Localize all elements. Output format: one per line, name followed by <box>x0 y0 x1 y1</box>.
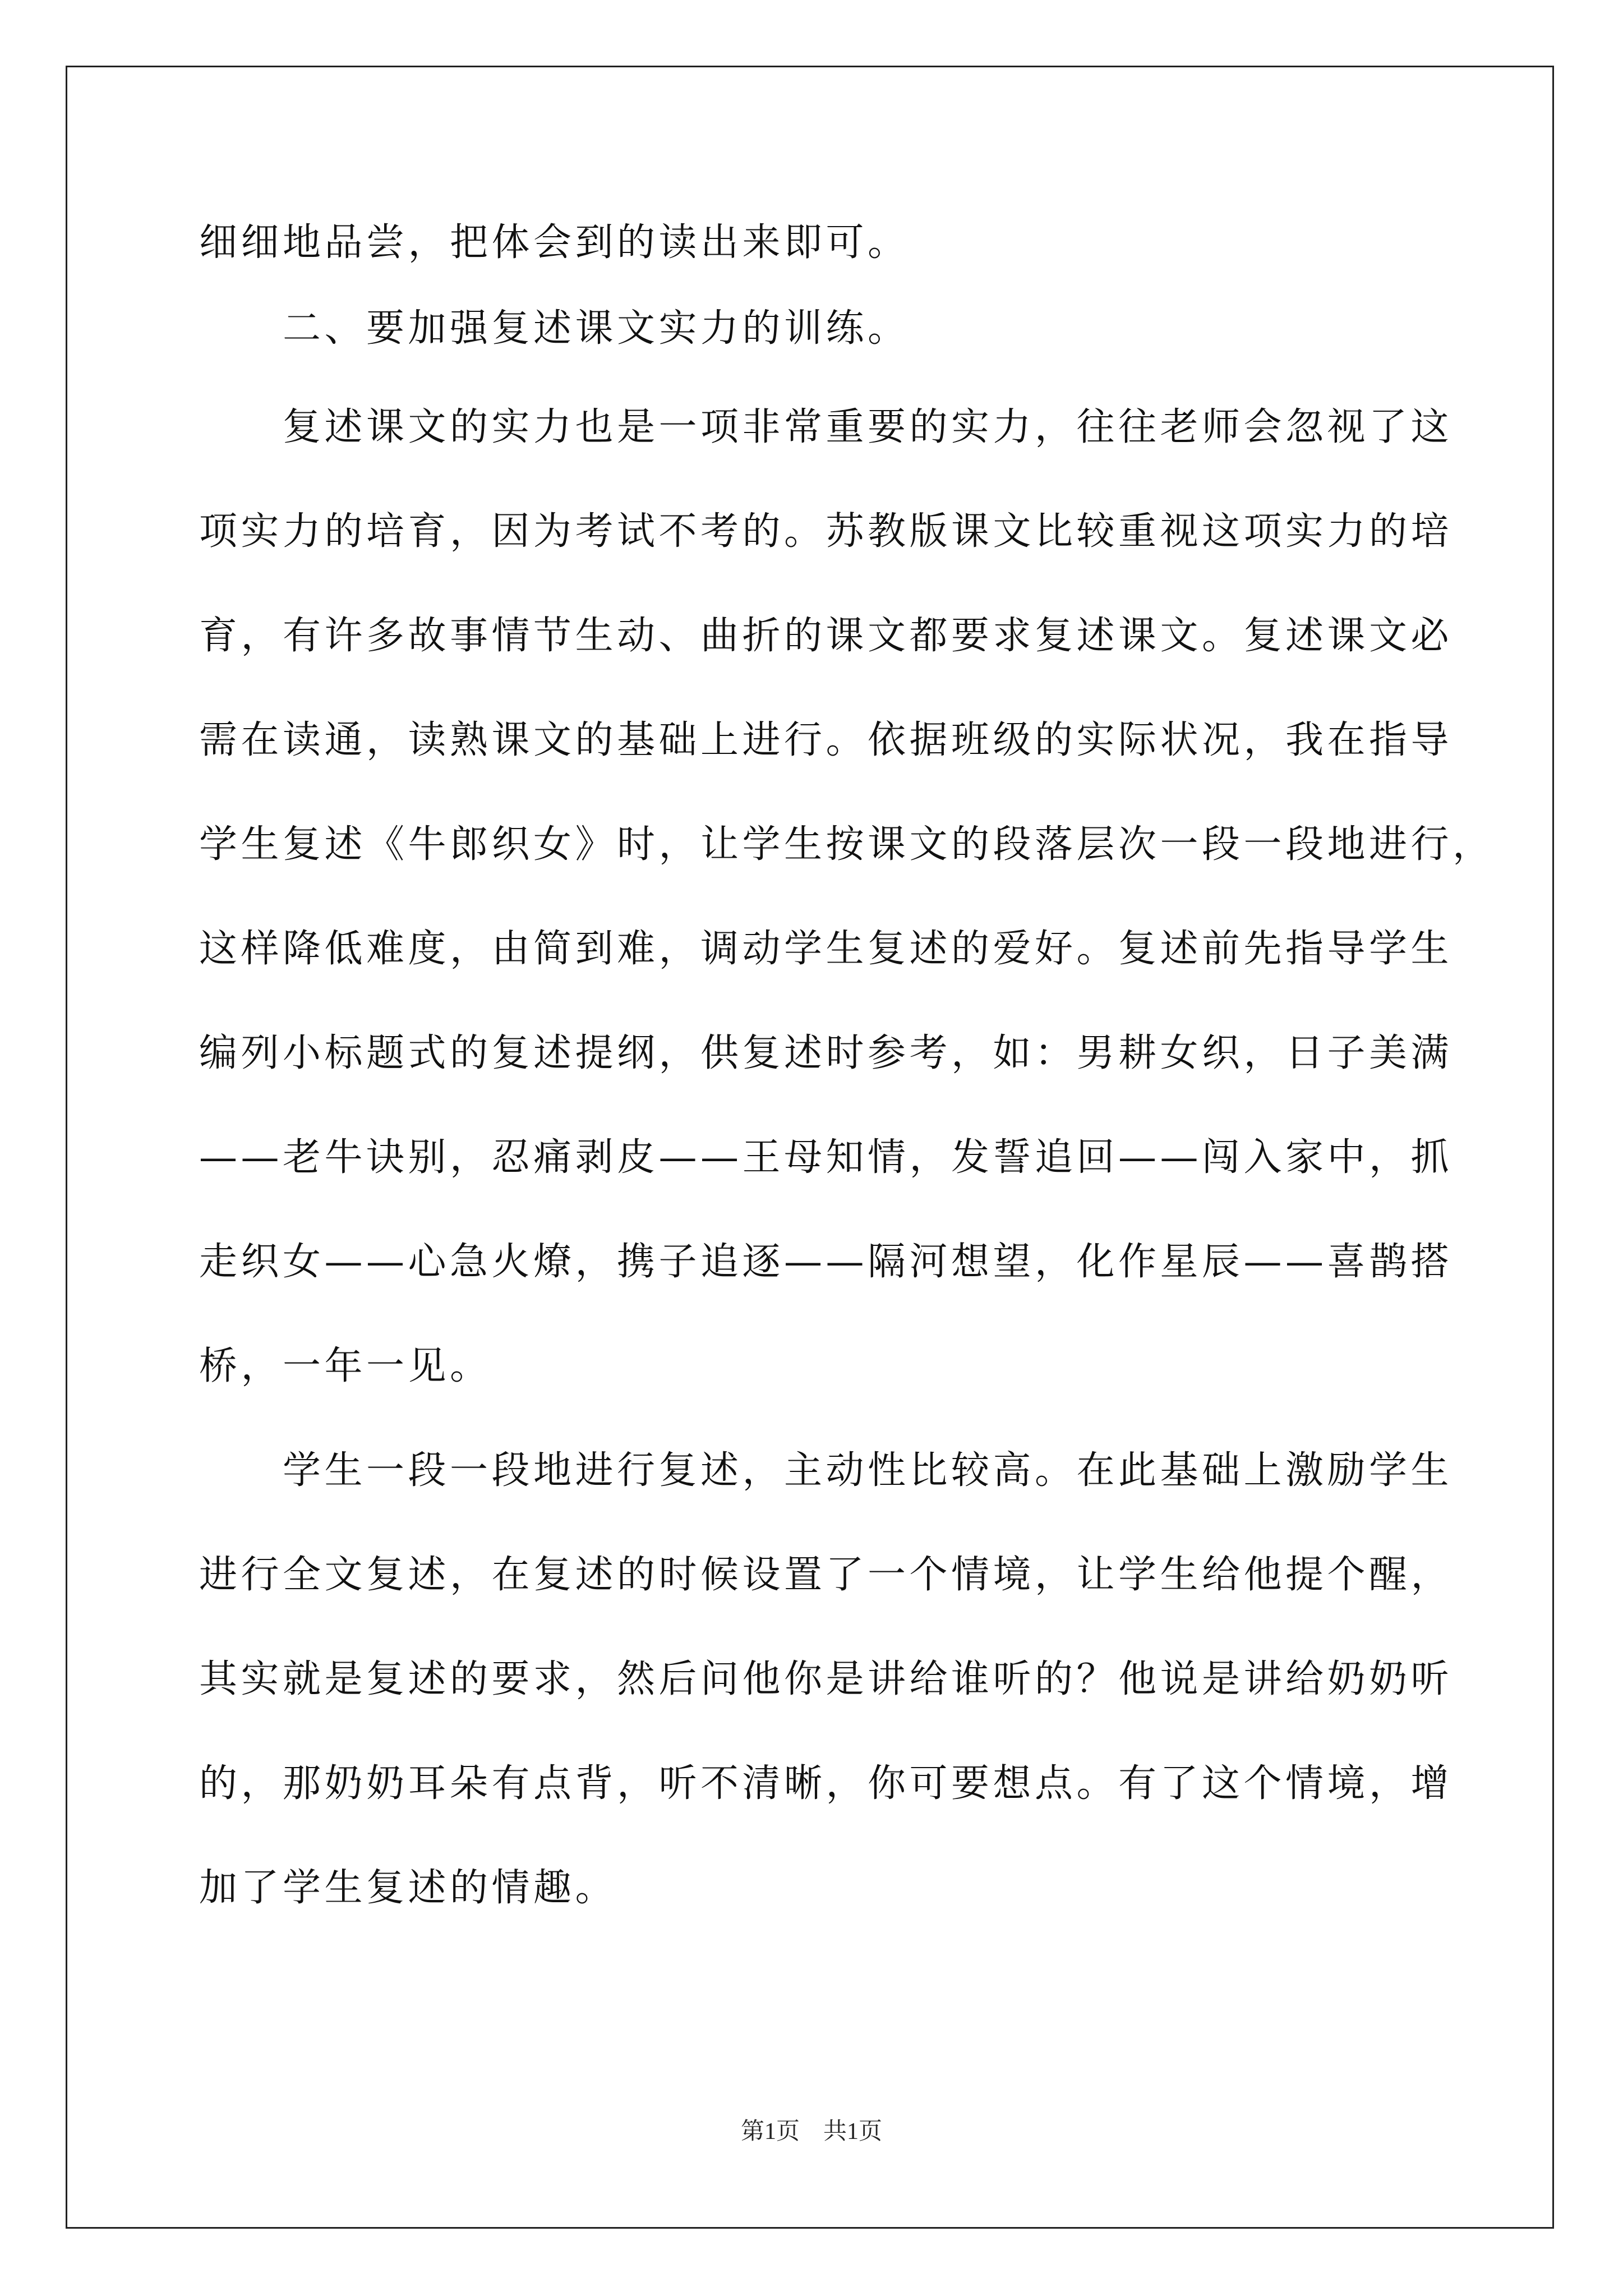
text-line: 桥，一年一见。 <box>199 1344 492 1388</box>
text-line: 育，有许多故事情节生动、曲折的课文都要求复述课文。复述课文必 <box>199 614 1453 658</box>
section-heading: 二、要加强复述课文实力的训练。 <box>199 306 910 351</box>
text-line: 编列小标题式的复述提纲，供复述时参考，如：男耕女织，日子美满 <box>199 1031 1453 1075</box>
text-line: 进行全文复述，在复述的时候设置了一个情境，让学生给他提个醒， <box>199 1553 1453 1597</box>
text-line: 走织女——心急火燎，携子追逐——隔河想望，化作星辰——喜鹊搭 <box>199 1240 1453 1284</box>
text-line: 学生复述《牛郎织女》时，让学生按课文的段落层次一段一段地进行， <box>199 822 1495 867</box>
text-line: 需在读通，读熟课文的基础上进行。依据班级的实际状况，我在指导 <box>199 718 1453 762</box>
text-line: 复述课文的实力也是一项非常重要的实力，往往老师会忽视了这 <box>199 405 1453 449</box>
text-line: 学生一段一段地进行复述，主动性比较高。在此基础上激励学生 <box>199 1448 1453 1493</box>
text-line: 细细地品尝，把体会到的读出来即可。 <box>199 220 910 265</box>
text-line: 项实力的培育，因为考试不考的。苏教版课文比较重视这项实力的培 <box>199 509 1453 554</box>
text-line: 这样降低难度，由简到难，调动学生复述的爱好。复述前先指导学生 <box>199 927 1453 971</box>
text-line: 其实就是复述的要求，然后问他你是讲给谁听的？他说是讲给奶奶听 <box>199 1657 1453 1701</box>
text-line: 的，那奶奶耳朵有点背，听不清晰，你可要想点。有了这个情境，增 <box>199 1761 1453 1806</box>
text-line: 加了学生复述的情趣。 <box>199 1866 617 1910</box>
text-line: ——老牛诀别，忍痛剥皮——王母知情，发誓追回——闯入家中，抓 <box>199 1135 1453 1180</box>
page-number-footer: 第1页 共1页 <box>740 2119 882 2145</box>
